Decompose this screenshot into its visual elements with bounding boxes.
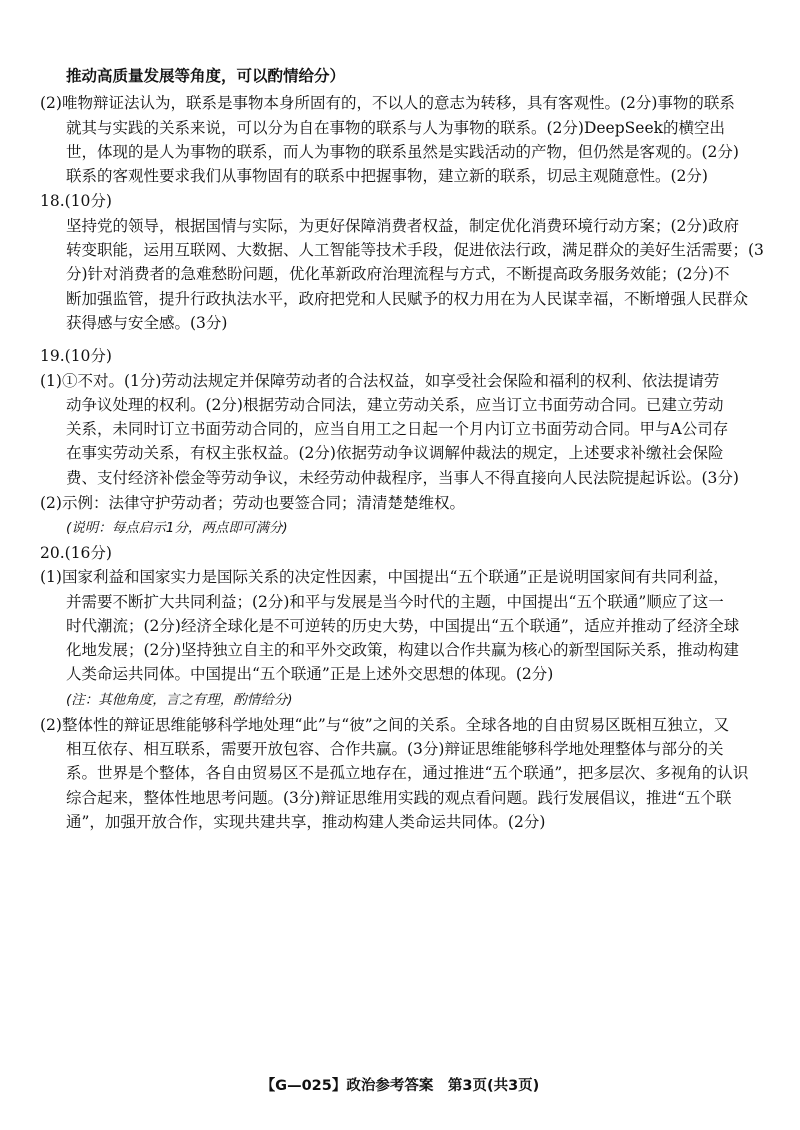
question-number: 20.(16分) (40, 544, 112, 562)
text-line: 综合起来，整体性地思考问题。(3分)辩证思维用实践的观点看问题。践行发展倡议，推进“五个联 (66, 789, 732, 807)
text-line: 关系，未同时订立书面劳动合同的，应当自用工之日起一个月内订立书面劳动合同。甲与A公司存 (66, 420, 729, 438)
text-line: 获得感与安全感。(3分) (66, 314, 228, 332)
text-line: 联系的客观性要求我们从事物固有的联系中把握事物，建立新的联系，切忌主观随意性。(2分) (66, 167, 708, 185)
text-line: (2)整体性的辩证思维能够科学地处理“此”与“彼”之间的关系。全球各地的自由贸易区既相互独立，又 (40, 716, 730, 734)
question-number: 18.(10分) (40, 192, 112, 210)
page-footer: 【G—025】政治参考答案 第3页(共3页) (260, 1078, 540, 1094)
text-line: 时代潮流；(2分)经济全球化是不可逆转的历史大势，中国提出“五个联通”，适应并推动了经济全球 (66, 617, 740, 635)
text-line: 分)针对消费者的急难愁盼问题，优化革新政府治理流程与方式，不断提高政务服务效能；(2分)不 (66, 265, 730, 283)
text-line: 推动高质量发展等角度，可以酌情给分） (66, 66, 346, 85)
text-line: (2)唯物辩证法认为，联系是事物本身所固有的，不以人的意志为转移，具有客观性。(2分)事物的联系 (40, 94, 735, 112)
question-number: 19.(10分) (40, 347, 112, 365)
text-line: 人类命运共同体。中国提出“五个联通”正是上述外交思想的体现。(2分) (66, 665, 554, 683)
text-line: 相互依存、相互联系，需要开放包容、合作共赢。(3分)辩证思维能够科学地处理整体与部分的关 (66, 740, 724, 758)
text-line: (2)示例：法律守护劳动者；劳动也要签合同；清清楚楚维权。 (40, 494, 465, 512)
text-line: 系。世界是个整体，各自由贸易区不是孤立地存在，通过推进“五个联通”，把多层次、多视角的认识 (66, 764, 749, 782)
text-line: 坚持党的领导，根据国情与实际，为更好保障消费者权益，制定优化消费环境行动方案；(2分)政府 (66, 217, 739, 235)
text-line: (1)①不对。(1分)劳动法规定并保障劳动者的合法权益，如享受社会保险和福利的权利、依法提请劳 (40, 372, 720, 390)
text-line: 世，体现的是人为事物的联系，而人为事物的联系虽然是实践活动的产物，但仍然是客观的。(2分) (66, 143, 739, 161)
scoring-note: (说明：每点启示1分，两点即可满分) (66, 520, 288, 536)
scoring-note: (注：其他角度，言之有理，酌情给分) (66, 692, 293, 708)
text-line: 通”，加强开放合作，实现共建共享，推动构建人类命运共同体。(2分) (66, 813, 546, 831)
text-line: 费、支付经济补偿金等劳动争议，未经劳动仲裁程序，当事人不得直接向人民法院提起诉讼。(3分) (66, 469, 739, 487)
text-line: 化地发展；(2分)坚持独立自主的和平外交政策，构建以合作共赢为核心的新型国际关系，推动构建 (66, 641, 739, 659)
text-line: 断加强监管，提升行政执法水平，政府把党和人民赋予的权力用在为人民谋幸福，不断增强人民群众 (66, 290, 749, 308)
text-line: 并需要不断扩大共同利益；(2分)和平与发展是当今时代的主题，中国提出“五个联通”顺应了这一 (66, 593, 724, 611)
text-line: (1)国家利益和国家实力是国际关系的决定性因素，中国提出“五个联通”正是说明国家间有共同利益， (40, 568, 729, 586)
text-line: 就其与实践的关系来说，可以分为自在事物的联系与人为事物的联系。(2分)DeepSeek的横空出 (66, 119, 726, 137)
text-line: 转变职能，运用互联网、大数据、人工智能等技术手段，促进依法行政，满足群众的美好生活需要；(3 (66, 241, 764, 259)
text-line: 在事实劳动关系，有权主张权益。(2分)依据劳动争议调解仲裁法的规定，上述要求补缴社会保险 (66, 444, 724, 462)
text-line: 动争议处理的权利。(2分)根据劳动合同法，建立劳动关系，应当订立书面劳动合同。已建立劳动 (66, 396, 724, 414)
